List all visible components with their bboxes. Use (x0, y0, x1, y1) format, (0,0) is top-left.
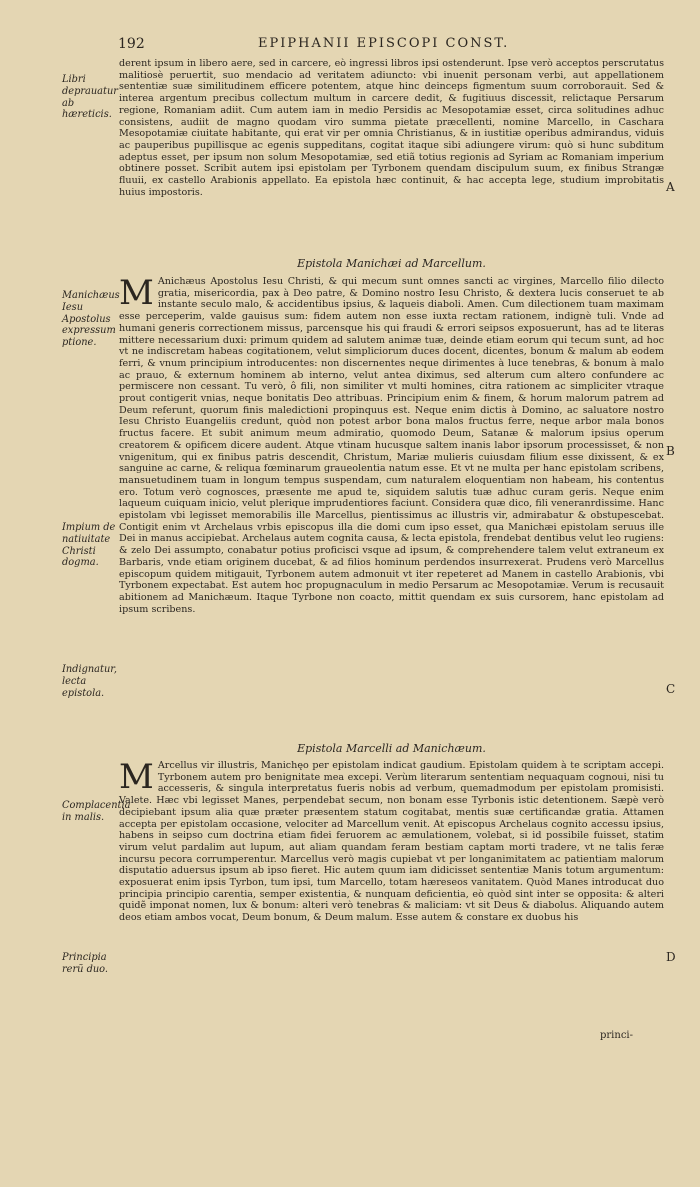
section-letter: D (666, 950, 676, 964)
margin-note: Indignatur, lecta epistola. (62, 664, 117, 699)
dropcap: M (119, 273, 154, 313)
section-letter: A (666, 180, 675, 194)
margin-note: Complacentia in malis. (62, 800, 131, 823)
margin-note: Principia rerũ duo. (62, 952, 109, 975)
page-header (118, 36, 658, 54)
section-letter: C (666, 682, 676, 696)
paragraph-a (119, 58, 664, 198)
dropcap: M (119, 757, 154, 797)
page-number: 192 (118, 36, 145, 52)
section-letter: B (666, 444, 675, 458)
paragraph-b-text: Anichæus Apostolus Iesu Christi, & qui mecum sunt omnes sancti ac virgines, Marcello filio dilecto gratia, misericordia, pax à Deo patre, & Domino nostro Iesu Christo, & dextera lucis conseruet te ab instante seculo malo, & accidentibus ipsius, & laqueis diaboli. Amen. Cum dilectionem tuam maximam esse perceperim, valde gauisus sum: fidem autem non esse iuxta rectam rationem, indignè tuli. Vnde ad humani generis correctionem missus, parcensque his qui fraudi & errori seipsos exposuerunt, has ad te literas mittere necessarium duxi: primum quidem ad salutem animæ tuæ, deinde etiam eorum qui tecum sunt, ad hoc vt ne indiscretam habeas cogitationem, velut simpliciorum duces docent, dicentes, bonum & malum ab eodem ferri, & vnum principium introducentes: non discernentes neque dirimentes à luce tenebras, & bonum à malo ac prauo, & externum hominem ab interno, velut antea diximus, sed alterum cum altero confundere ac permiscere non cessant. Tu verò, ô fili, non similiter vt multi homines, citra rationem ac simpliciter vtraque prout contigerit vnias, neque bonitatis Deo attribuas. Principium enim & finem, & horum malorum patrem ad Deum referunt, quorum finis maledictioni propinquus est. Neque enim dictis à Domino, ac saluatore nostro Iesu Christo Euangeliis credunt, quòd non potest arbor bona malos fructus ferre, neque arbor mala bonos fructus facere. Et subit animum meum admiratio, quomodo Deum, Satanæ & malorum ipsius operum creatorem & opificem dicere audent. Atque vtinam hucusque saltem inanis labor ipsorum processisset, & non vnigenitum, qui ex finibus patris descendit, Christum, Mariæ mulieris cuiusdam filium esse dixissent, & ex sanguine ac carne, & reliqua fœminarum graueolentia natum esse. Et vt ne multa per hanc epistolam scribens, mansuetudinem tuam in longum tempus suspendam, cum naturalem eloquentiam non habeam, his contentus ero. Totum verò cognosces, præsente me apud te, siquidem salutis tuæ adhuc curam geris. Neque enim laqueum cuiquam inicio, velut plerique imprudentiores faciunt. Considera quæ dico, fili veneranrdissime. Hanc epistolam vbi legisset memorabilis ille Marcellus, pientissimus ac illustris vir, admirabatur & obstupescebat. Contigit enim vt Archelaus vrbis episcopus illa die domi cum ipso esset, qua Manichæi epistolam seruus ille Dei in manus accipiebat. Archelaus autem cognita causa, & lecta epistola, frendebat dentibus velut leo rugiens: & zelo Dei assumpto, conabatur potius proficisci vsque ad ipsum, & comprehendere talem velut extraneum ex Barbaris, vnde etiam originem ducebat, & ad filios hominum perdendos insurrexerat. Prudens verò Marcellus episcopum quidem mitigauit, Tyrbonem autem admonuit vt iter repeteret ad Manem in castello Arabionis, vbi Tyrbonem expectabat. Est autem hoc propugnaculum in medio Persarum ac Mesopotamiæ. Verum is recusauit abitionem ad Manichæum. Itaque Tyrbone non coacto, mittit quendam ex suis cursorem, hanc epistolam ad ipsum scribens. (119, 276, 664, 615)
heading-epistle-marcellus: Epistola Marcelli ad Manichæum. (297, 742, 486, 755)
paragraph-c (119, 757, 664, 924)
catchword: princi- (600, 1030, 633, 1041)
running-title: EPIPHANII EPISCOPI CONST. (258, 36, 510, 51)
margin-note: Manichæus Iesu Apostolus expressum ptione. (62, 290, 120, 349)
paragraph-a-text: derent ipsum in libero aere, sed in carcere, eò ingressi libros ipsi ostenderunt. Ipse verò acceptos perscrutatus malitiosè peruertit, suo mendacio ad veritatem adiuncto: vbi inuenit personam verbi, aut appellationem sententiæ suæ similitudinem efficere potentem, atque hinc deinceps figmentum suum corroborauit. Sed & interea argentum precibus collectum multum in carcere dedit, & fugitiuus discessit, relictaque Persarum regione, Romaniam adiit. Cum autem iam in medio Persidis ac Mesopotamiæ esset, circa solitudines adhuc consistens, audiit de magno quodam viro summa pietate præcellenti, nomine Marcello, in Caschara Mesopotamiæ ciuitate habitante, qui erat vir per omnia Christianus, & in iustitiæ operibus admirandus, viduis ac pauperibus pupillisque ac egenis suppeditans, cogitat itaque sibi adiungere virum: quò si hunc subditum adeptus esset, per ipsum non solum Mesopotamiæ, sed etiã totius regionis ad Syriam ac Romaniam imperium obtinere posset. Scribit autem ipsi epistolam per Tyrbonem quendam discipulum suum, ex finibus Strangæ fluuii, ex castello Arabionis appellato. Ea epistola hæc continuit, & hac accepta lege, studium improbitatis huius impostoris. (119, 58, 664, 198)
margin-note: Libri deprauatur ab hæreticis. (62, 74, 118, 121)
margin-note: Impium de natiuitate Christi dogma. (62, 522, 116, 569)
paragraph-b (119, 273, 664, 615)
heading-epistle-manichaeus: Epistola Manichæi ad Marcellum. (297, 257, 486, 270)
paragraph-c-text: Arcellus vir illustris, Manichęo per epistolam indicat gaudium. Epistolam quidem à te scriptam accepi. Tyrbonem autem pro benignitate mea excepi. Verùm literarum sententiam nequaquam cognoui, nisi tu accesseris, & singula interpretatus fueris nobis ad verbum, quemadmodum per epistolam promisisti. Valete. Hæc vbi legisset Manes, perpendebat secum, non bonam esse Tyrbonis istic detentionem. Sæpè verò decipiebant ipsum alia quæ præter præsentem statum cogitabat, mentis suæ certificandæ gratia. Attamen accepta per epistolam occasione, velociter ad Marcellum venit. At episcopus Archelaus cognito accessu ipsius, habens in seipso cum doctrina etiam fidei feruorem ac æmulationem, volebat, si id possibile fuisset, statim virum velut pardalim aut lupum, aut aliam quandam feram bestiam captam morti tradere, vt ne talis feræ incursu pecora corrumperentur. Marcellus verò magis cupiebat vt per longanimitatem ac patientiam malorum disputatio aduersus ipsum ab ipso fieret. Hic autem quum iam didicisset sententiæ Manis totum argumentum: exposuerat enim ipsis Tyrbon, tum ipsi, tum Marcello, totam hæreseos vanitatem. Quòd Manes introducat duo principia principio carentia, semper existentia, & nunquam deficientia, eò quòd sint inter se opposita: & alteri quidẽ imponat nomen, lux & bonum: alteri verò tenebras & maliciam: vt sit Deus & diabolus. Aliquando autem deos etiam ambos vocat, Deum bonum, & Deum malum. Esse autem & constare ex duobus his (119, 760, 664, 924)
